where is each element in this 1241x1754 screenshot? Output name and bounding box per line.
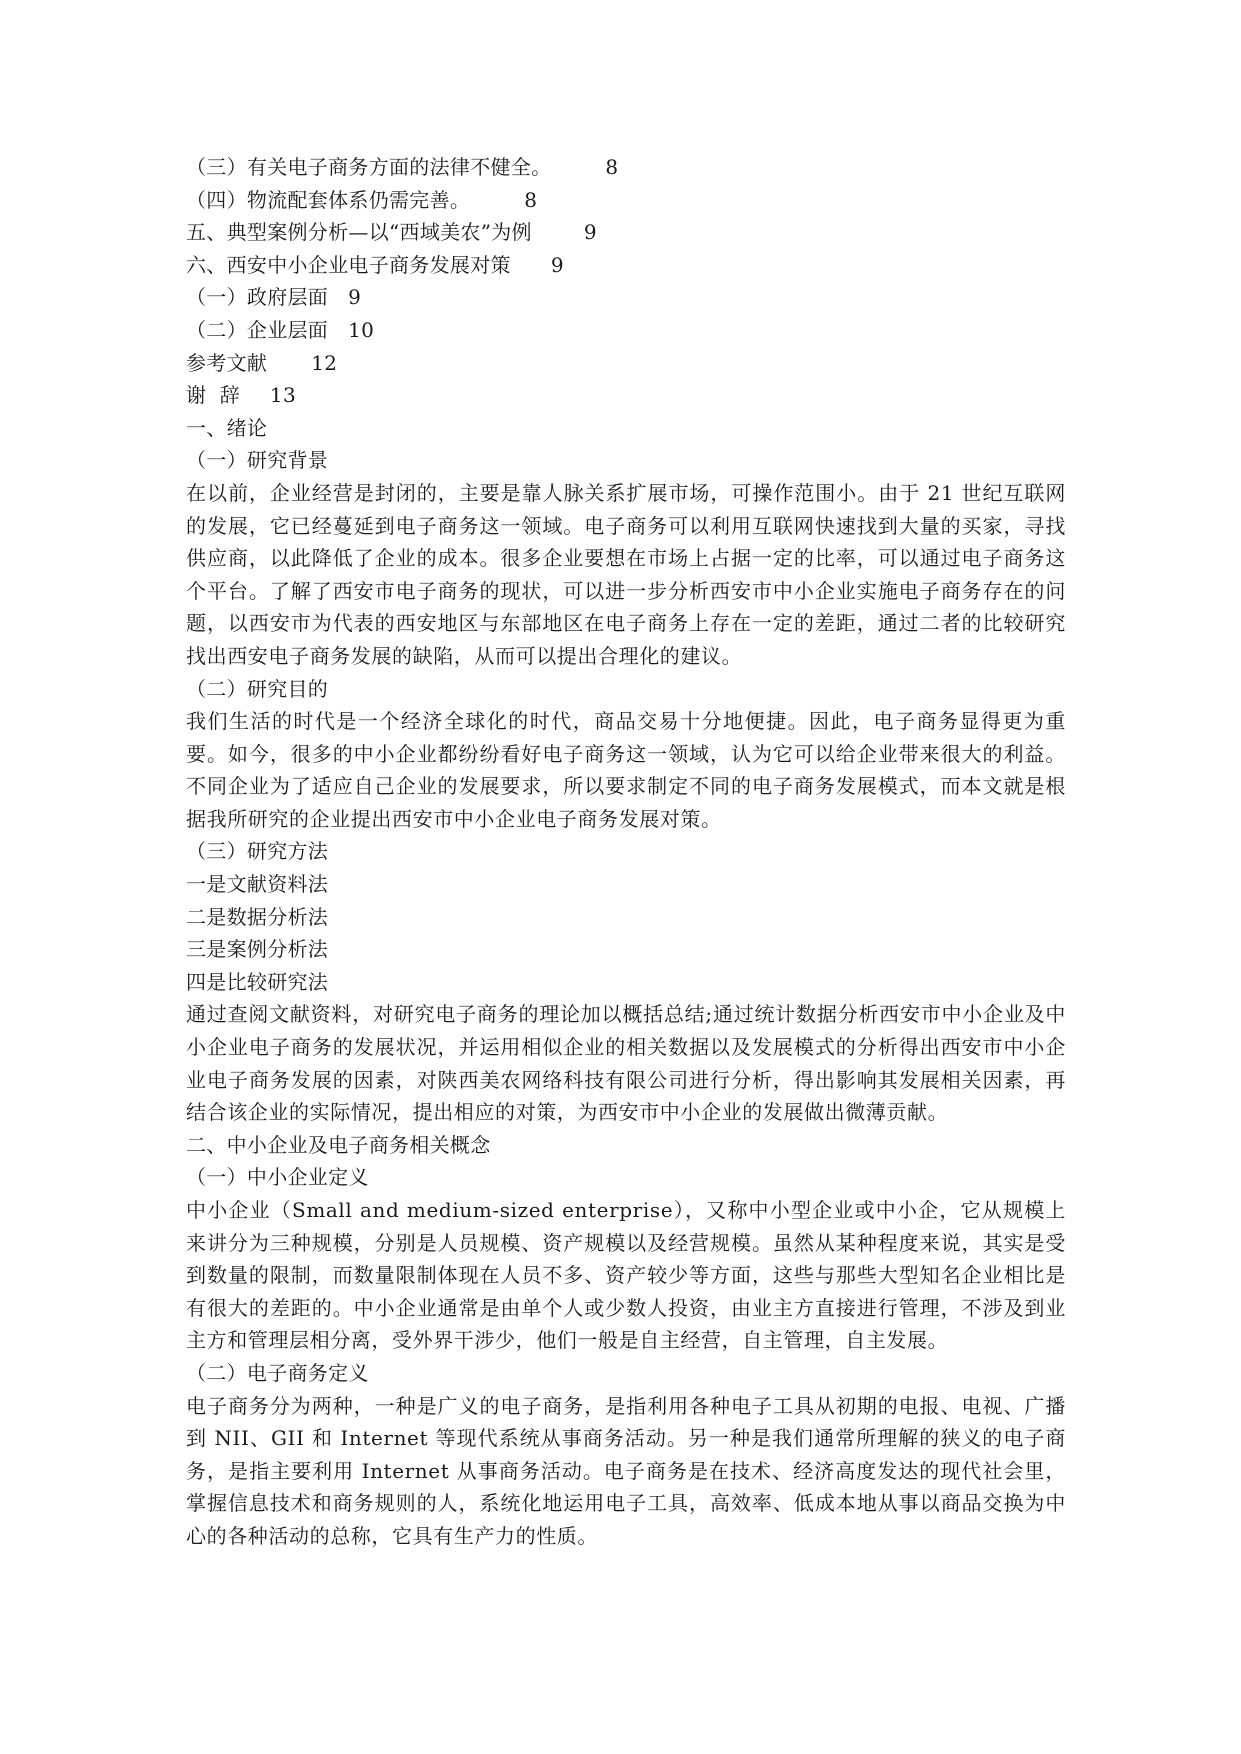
document-page <box>186 151 1066 1553</box>
toc-entry-title: （四）物流配套体系仍需完善。 <box>186 187 471 212</box>
heading-sme-definition: （一）中小企业定义 <box>186 1165 369 1190</box>
toc-entry-page-number: 13 <box>269 383 296 408</box>
toc-entry-title: （一）政府层面 <box>186 285 329 310</box>
toc-entry <box>186 281 1066 314</box>
toc-entry-page-number: 9 <box>550 252 564 277</box>
toc-entry-title: 谢 辞 <box>186 383 240 408</box>
toc-entry-page-number: 8 <box>605 155 619 179</box>
toc-entry <box>186 379 1066 412</box>
toc-entry <box>186 249 1066 282</box>
toc-entry <box>186 216 1066 249</box>
toc-entry <box>186 314 1066 347</box>
heading-ecommerce-definition: （二）电子商务定义 <box>186 1360 369 1385</box>
toc-entry-title: 参考文献 <box>186 350 268 375</box>
toc-entry-title: 五、典型案例分析—以“西域美农”为例 <box>186 220 532 245</box>
toc-entry-title: 六、西安中小企业电子商务发展对策 <box>186 252 511 277</box>
method-item-literature: 一是文献资料法 <box>186 872 329 897</box>
toc-entry-page-number: 12 <box>311 350 338 375</box>
heading-research-purpose: （二）研究目的 <box>186 676 329 701</box>
paragraph-research-purpose: 我们生活的时代是一个经济全球化的时代，商品交易十分地便捷。因此，电子商务显得更为重要。如今，很多的中小企业都纷纷看好电子商务这一领域，认为它可以给企业带来很大的利益。不同企业为了适应自己企业的发展要求，所以要求制定不同的电子商务发展模式，而本文就是根据我所研究的企业提出西安市中小企业电子商务发展对策。 <box>186 709 1066 831</box>
toc-entry-page-number: 10 <box>348 317 375 342</box>
method-item-data-analysis: 二是数据分析法 <box>186 904 329 929</box>
paragraph-research-methods: 通过查阅文献资料，对研究电子商务的理论加以概括总结;通过统计数据分析西安市中小企业及中小企业电子商务的发展状况，并运用相似企业的相关数据以及发展模式的分析得出西安市中小企业电子商务发展的因素，对陕西美农网络科技有限公司进行分析，得出影响其发展相关因素，再结合该企业的实际情况，提出相应的对策，为西安市中小企业的发展做出微薄贡献。 <box>186 1002 1066 1125</box>
toc-entry-page-number: 9 <box>583 220 597 245</box>
method-item-case-analysis: 三是案例分析法 <box>186 937 329 962</box>
table-of-contents <box>186 151 1066 412</box>
heading-research-background: （一）研究背景 <box>186 448 329 473</box>
toc-entry-page-number: 8 <box>524 187 538 212</box>
toc-entry <box>186 151 1066 184</box>
heading-related-concepts: 二、中小企业及电子商务相关概念 <box>186 1132 491 1157</box>
toc-entry <box>186 347 1066 380</box>
paragraph-sme-definition: 中小企业（Small and medium-sized enterprise），又称中小型企业或中小企，它从规模上来讲分为三种规模，分别是人员规模、资产规模以及经营规模。虽然从某种程度来说，其实是受到数量的限制，而数量限制体现在人员不多、资产较少等方面，这些与那些大型知名企业相比是有很大的差距的。中小企业通常是由单个人或少数人投资，由业主方直接进行管理，不涉及到业主方和管理层相分离，受外界干涉少，他们一般是自主经营，自主管理，自主发展。 <box>186 1198 1066 1353</box>
heading-research-methods: （三）研究方法 <box>186 839 329 864</box>
method-item-comparative: 四是比较研究法 <box>186 969 329 994</box>
toc-entry <box>186 184 1066 217</box>
toc-entry-page-number: 9 <box>348 285 362 310</box>
toc-entry-title: （二）企业层面 <box>186 317 329 342</box>
paragraph-research-background: 在以前，企业经营是封闭的，主要是靠人脉关系扩展市场，可操作范围小。由于 21 世纪互联网的发展，它已经蔓延到电子商务这一领域。电子商务可以利用互联网快速找到大量的买家，寻找供应商，以此降低了企业的成本。很多企业要想在市场上占据一定的比率，可以通过电子商务这个平台。了解了西安市电子商务的现状，可以进一步分析西安市中小企业实施电子商务存在的问题，以西安市为代表的西安地区与东部地区在电子商务上存在一定的差距，通过二者的比较研究找出西安电子商务发展的缺陷，从而可以提出合理化的建议。 <box>186 480 1066 668</box>
heading-introduction: 一、绪论 <box>186 415 268 440</box>
paragraph-ecommerce-definition: 电子商务分为两种，一种是广义的电子商务，是指利用各种电子工具从初期的电报、电视、广播到 NII、GII 和 Internet 等现代系统从事商务活动。另一种是我们通常所理解的狭义的电子商务，是指主要利用 Internet 从事商务活动。电子商务是在技术、经济高度发达的现代社会里，掌握信息技术和商务规则的人，系统化地运用电子工具，高效率、低成本地从事以商品交换为中心的各种活动的总称，它具有生产力的性质。 <box>186 1393 1066 1548</box>
toc-entry-title: （三）有关电子商务方面的法律不健全。 <box>186 155 552 179</box>
